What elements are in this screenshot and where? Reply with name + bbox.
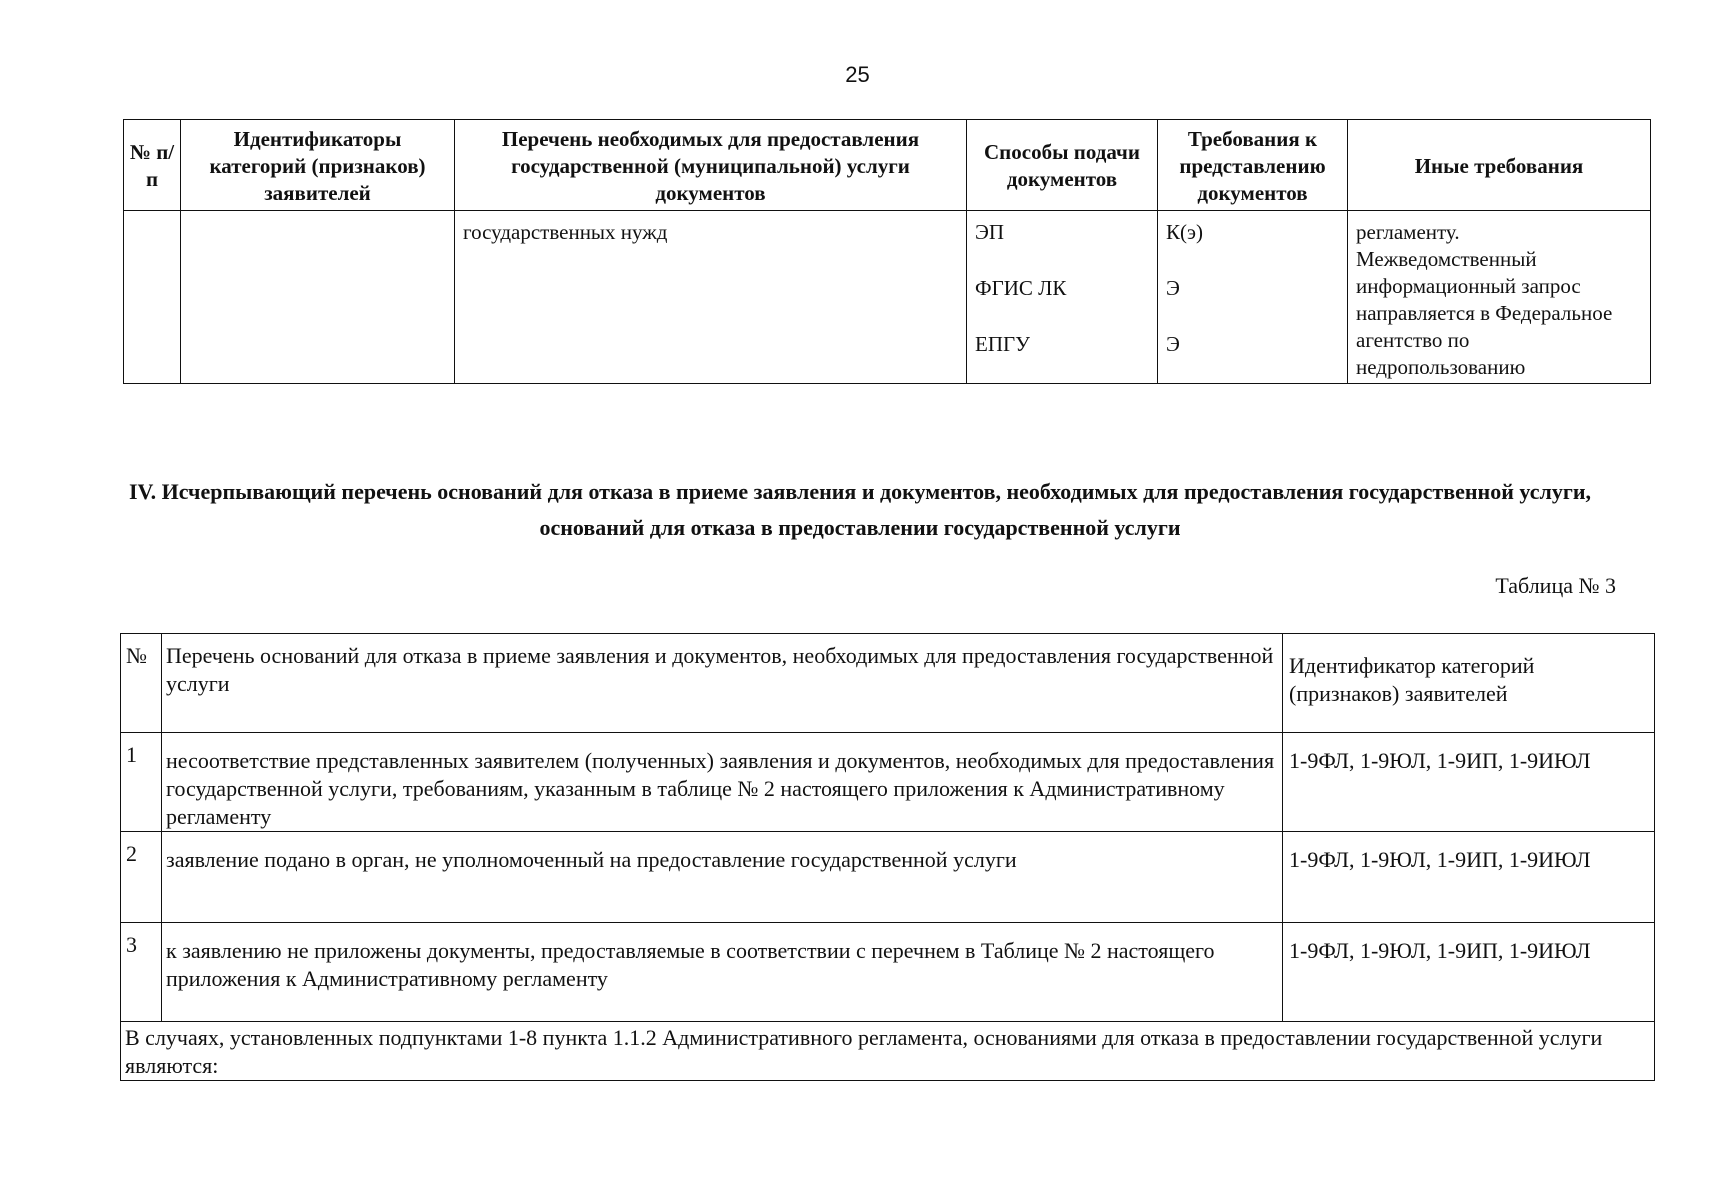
table-row (121, 733, 1655, 832)
row-num: 2 (121, 832, 162, 923)
table-caption: Таблица № 3 (1495, 573, 1616, 598)
row-identifier: 1-9ФЛ, 1-9ЮЛ, 1-9ИП, 1-9ИЮЛ (1283, 832, 1655, 923)
method-ep: ЭП (975, 220, 1005, 244)
header-identifiers: Идентификаторы категорий (признаков) заявителей (181, 120, 455, 211)
cell-methods (967, 211, 1158, 384)
header-num: № п/п (124, 120, 181, 211)
table-row (121, 832, 1655, 923)
header-requirements: Требования к представлению документов (1158, 120, 1348, 211)
cell-other-requirements: регламенту. Межведомственный информационный запрос направляется в Федеральное агентство по недропользованию (1348, 211, 1651, 384)
requirement-2: Э (1166, 276, 1180, 300)
table-note-row (121, 1022, 1655, 1081)
header-methods: Способы подачи документов (967, 120, 1158, 211)
header-num: № (121, 634, 162, 733)
refusal-grounds-table (120, 633, 1655, 1081)
method-fgis: ФГИС ЛК (975, 276, 1067, 300)
table-row (121, 923, 1655, 1022)
header-identifier: Идентификатор категорий (признаков) заявителей (1283, 634, 1655, 733)
cell-num (124, 211, 181, 384)
table-header-row (121, 634, 1655, 733)
row-num: 3 (121, 923, 162, 1022)
header-basis: Перечень оснований для отказа в приеме заявления и документов, необходимых для предоставления государственной услуги (162, 634, 1283, 733)
page-number: 25 (845, 62, 870, 87)
row-basis: несоответствие представленных заявителем (полученных) заявления и документов, необходимых для предоставления государственной услуги, требованиям, указанным в таблице № 2 настоящего приложения к Административному регламенту (162, 733, 1283, 832)
table-note: В случаях, установленных подпунктами 1-8 пункта 1.1.2 Административного регламента, основаниями для отказа в предоставлении государственной услуги являются: (121, 1022, 1655, 1081)
header-other-requirements: Иные требования (1348, 120, 1651, 211)
row-basis: заявление подано в орган, не уполномоченный на предоставление государственной услуги (162, 832, 1283, 923)
row-basis: к заявлению не приложены документы, предоставляемые в соответствии с перечнем в Таблице № 2 настоящего приложения к Административному регламенту (162, 923, 1283, 1022)
row-num: 1 (121, 733, 162, 832)
row-identifier: 1-9ФЛ, 1-9ЮЛ, 1-9ИП, 1-9ИЮЛ (1283, 923, 1655, 1022)
section-heading: IV. Исчерпывающий перечень оснований для отказа в приеме заявления и документов, необходимых для предоставления государственной услуги, оснований для отказа в предоставлении государственной услуги (128, 479, 1592, 540)
method-epgu: ЕПГУ (975, 332, 1031, 356)
requirement-1: К(э) (1166, 220, 1204, 244)
table-header-row (124, 120, 1651, 211)
header-documents: Перечень необходимых для предоставления государственной (муниципальной) услуги документов (455, 120, 967, 211)
requirement-3: Э (1166, 332, 1180, 356)
table-row (124, 211, 1651, 384)
cell-identifiers (181, 211, 455, 384)
cell-requirements (1158, 211, 1348, 384)
cell-document: государственных нужд (455, 211, 967, 384)
documents-table-continued (123, 119, 1651, 384)
row-identifier: 1-9ФЛ, 1-9ЮЛ, 1-9ИП, 1-9ИЮЛ (1283, 733, 1655, 832)
